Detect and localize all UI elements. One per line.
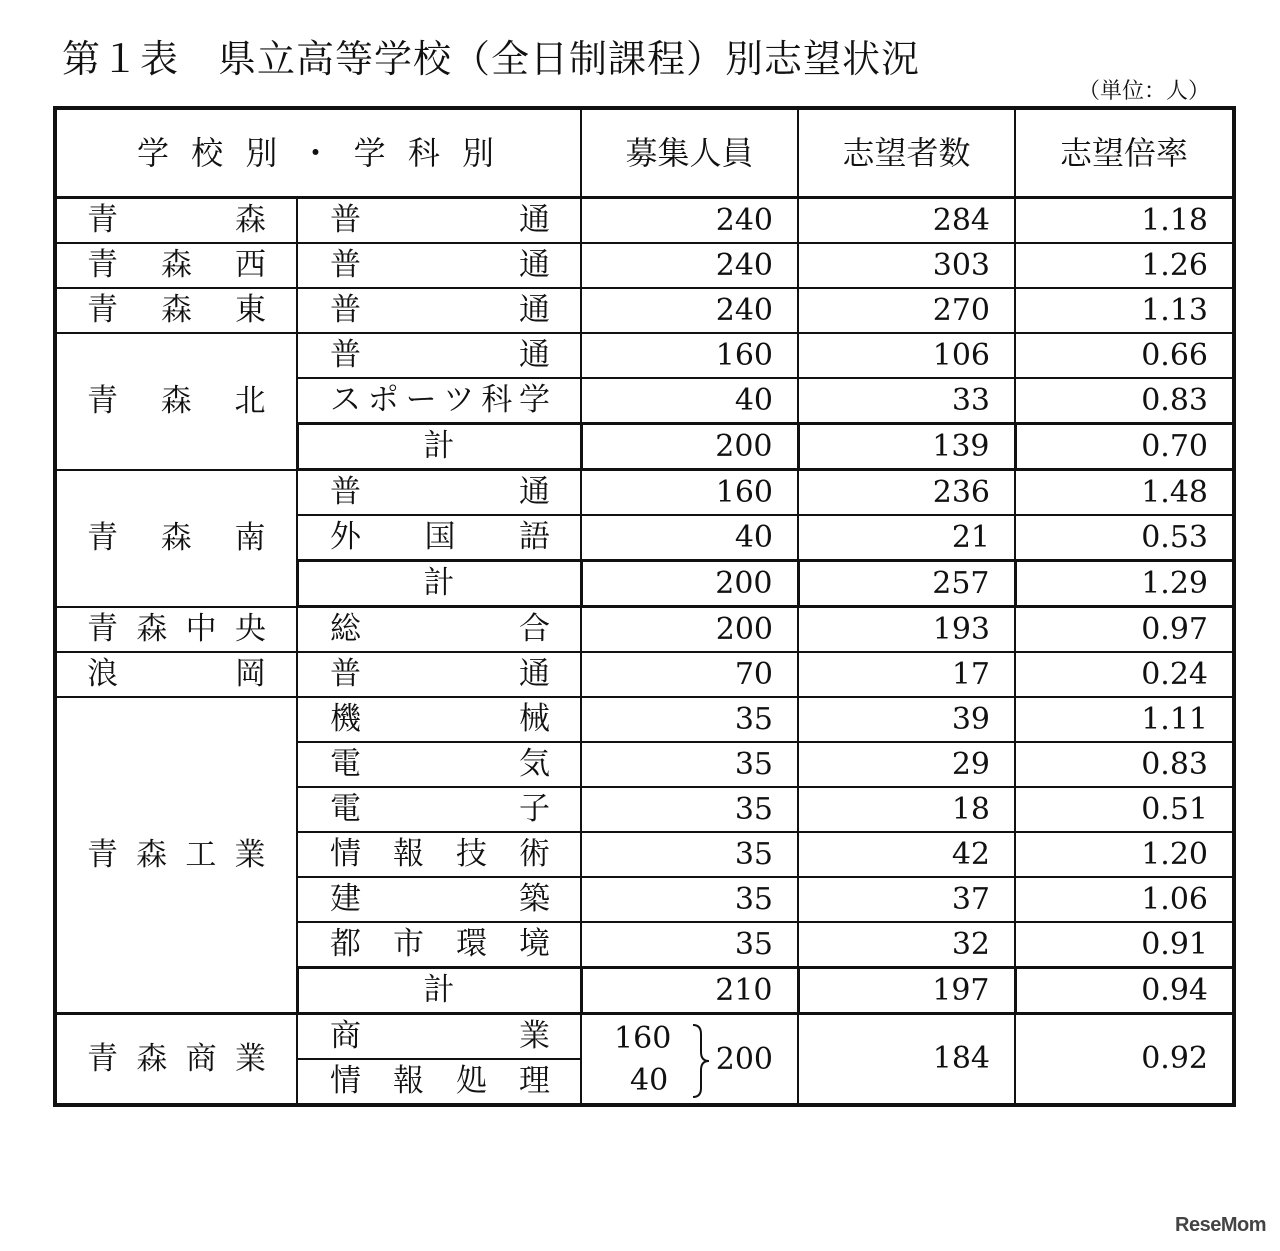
dept-cell: 総 合 [297, 607, 581, 653]
applicants-cell: 193 [798, 607, 1015, 653]
applicants-cell: 284 [798, 198, 1015, 244]
ratio-cell: 1.48 [1015, 470, 1234, 516]
table-row [55, 652, 1234, 697]
capacity-cell: 35 [581, 697, 798, 742]
merged-capacity-cell [581, 1014, 798, 1106]
ratio-cell: 0.83 [1015, 742, 1234, 787]
school-cell: 浪 岡 [55, 652, 297, 697]
ratio-cell: 1.11 [1015, 697, 1234, 742]
dept-cell: 建 築 [297, 877, 581, 922]
ratio-cell: 0.92 [1015, 1014, 1234, 1106]
applicants-cell: 197 [798, 968, 1015, 1014]
capacity-cell: 240 [581, 288, 798, 333]
table-row [55, 288, 1234, 333]
table-row [55, 697, 1234, 742]
capacity-cell: 200 [581, 561, 798, 607]
capacity-cell: 70 [581, 652, 798, 697]
capacity-johoshori: 40 [630, 1063, 669, 1098]
header-school-dept: 学 校 別 ・ 学 科 別 [55, 108, 581, 198]
capacity-cell: 210 [581, 968, 798, 1014]
dept-cell: 都 市 環 境 [297, 922, 581, 968]
header-applicants: 志望者数 [798, 108, 1015, 198]
ratio-cell: 0.24 [1015, 652, 1234, 697]
table-row [55, 470, 1234, 516]
ratio-cell: 0.97 [1015, 607, 1234, 653]
applicants-cell: 39 [798, 697, 1015, 742]
ratio-cell: 0.70 [1015, 424, 1234, 470]
school-cell: 青 森 東 [55, 288, 297, 333]
brace-icon [690, 1022, 714, 1100]
dept-cell: 機 械 [297, 697, 581, 742]
page-title: 第１表 県立高等学校（全日制課程）別志望状況 [62, 37, 921, 81]
dept-cell: 普 通 [297, 652, 581, 697]
applicants-cell: 257 [798, 561, 1015, 607]
ratio-cell: 0.94 [1015, 968, 1234, 1014]
ratio-cell: 0.51 [1015, 787, 1234, 832]
capacity-cell: 35 [581, 787, 798, 832]
school-cell: 青 森 南 [55, 470, 297, 607]
ratio-cell: 1.20 [1015, 832, 1234, 877]
applicants-cell: 18 [798, 787, 1015, 832]
applicants-cell: 106 [798, 333, 1015, 378]
subtotal-label: 計 [297, 424, 581, 470]
capacity-cell: 200 [581, 424, 798, 470]
dept-cell: 外 国 語 [297, 515, 581, 561]
ratio-cell: 1.06 [1015, 877, 1234, 922]
dept-cell: 情 報 技 術 [297, 832, 581, 877]
capacity-cell: 240 [581, 243, 798, 288]
applicants-cell: 32 [798, 922, 1015, 968]
applicants-cell: 184 [798, 1014, 1015, 1106]
ratio-cell: 1.18 [1015, 198, 1234, 244]
capacity-shogyo: 160 [614, 1021, 672, 1056]
capacity-cell: 35 [581, 742, 798, 787]
dept-cell: 普 通 [297, 470, 581, 516]
ratio-cell: 1.29 [1015, 561, 1234, 607]
table-row [55, 198, 1234, 244]
ratio-cell: 1.13 [1015, 288, 1234, 333]
capacity-cell: 35 [581, 832, 798, 877]
capacity-cell: 160 [581, 333, 798, 378]
header-capacity: 募集人員 [581, 108, 798, 198]
table-row [55, 607, 1234, 653]
school-cell: 青 森 商 業 [55, 1014, 297, 1106]
resemom-logo: ReseMom [1175, 1214, 1266, 1236]
ratio-cell: 0.83 [1015, 378, 1234, 424]
capacity-cell: 35 [581, 922, 798, 968]
dept-cell: 普 通 [297, 288, 581, 333]
ratio-cell: 0.91 [1015, 922, 1234, 968]
ratio-cell: 1.26 [1015, 243, 1234, 288]
applicants-cell: 42 [798, 832, 1015, 877]
capacity-cell: 40 [581, 378, 798, 424]
dept-cell: 普 通 [297, 198, 581, 244]
table-row [55, 333, 1234, 378]
applicants-cell: 270 [798, 288, 1015, 333]
capacity-cell: 35 [581, 877, 798, 922]
capacity-cell: 240 [581, 198, 798, 244]
school-cell: 青 森 北 [55, 333, 297, 470]
applicants-cell: 33 [798, 378, 1015, 424]
subtotal-label: 計 [297, 561, 581, 607]
applicants-cell: 236 [798, 470, 1015, 516]
ratio-cell: 0.53 [1015, 515, 1234, 561]
applicants-cell: 37 [798, 877, 1015, 922]
table-row [55, 1014, 1234, 1060]
dept-cell: 商 業 [297, 1014, 581, 1060]
ratio-cell: 0.66 [1015, 333, 1234, 378]
capacity-cell: 40 [581, 515, 798, 561]
capacity-cell: 160 [581, 470, 798, 516]
applicants-cell: 21 [798, 515, 1015, 561]
dept-cell: ス ポ ー ツ 科 学 [297, 378, 581, 424]
table-row [55, 243, 1234, 288]
school-cell: 青 森 [55, 198, 297, 244]
applicants-cell: 29 [798, 742, 1015, 787]
school-cell: 青 森 西 [55, 243, 297, 288]
capacity-total: 200 [715, 1042, 774, 1077]
school-cell: 青 森 中 央 [55, 607, 297, 653]
dept-cell: 普 通 [297, 333, 581, 378]
header-ratio: 志望倍率 [1015, 108, 1234, 198]
unit-note: （単位：人） [1077, 79, 1210, 104]
dept-cell: 電 子 [297, 787, 581, 832]
applicants-cell: 303 [798, 243, 1015, 288]
applicants-cell: 17 [798, 652, 1015, 697]
school-cell: 青 森 工 業 [55, 697, 297, 1014]
table-header-row [55, 108, 1234, 198]
dept-cell: 情 報 処 理 [297, 1059, 581, 1105]
dept-cell: 普 通 [297, 243, 581, 288]
dept-cell: 電 気 [297, 742, 581, 787]
subtotal-label: 計 [297, 968, 581, 1014]
capacity-cell: 200 [581, 607, 798, 653]
applicants-cell: 139 [798, 424, 1015, 470]
applicants-table [53, 106, 1236, 1107]
